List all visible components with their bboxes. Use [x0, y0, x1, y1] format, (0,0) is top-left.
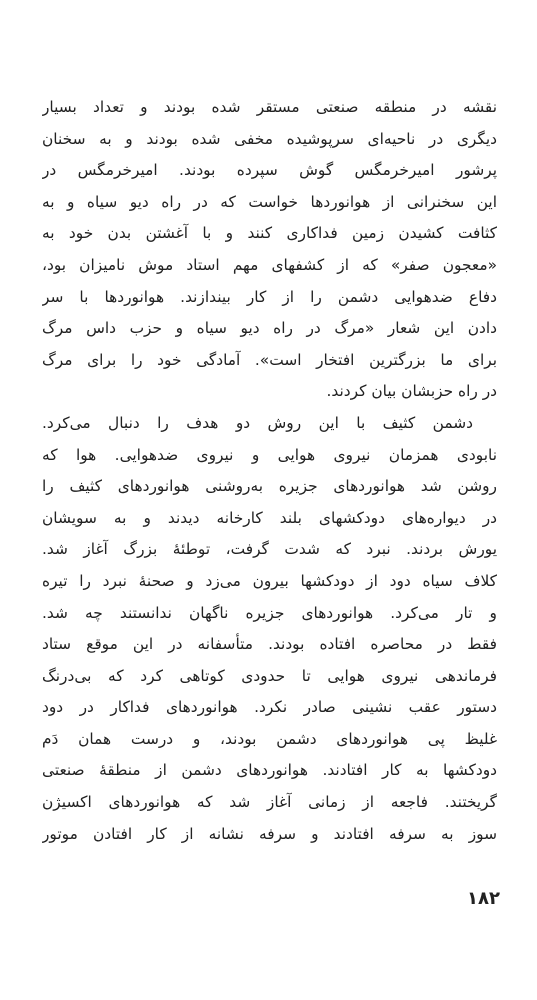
- text-line: سوز به سرفه افتادند و سرفه نشانه از کار افتادن موتور: [42, 824, 497, 843]
- text-line: یورش بردند. نبرد که شدت گرفت، توطئهٔ بزرگ آغاز شد.: [42, 540, 497, 559]
- text-line: فقط در محاصره افتاده بودند. متأسفانه در این موقع ستاد: [42, 635, 497, 654]
- text-line: دیگری در ناحیه‌ای سرپوشیده مخفی شده بودند و به سخنان: [42, 129, 497, 148]
- text-line: پرشور امیرخرمگس گوش سپرده بودند. امیرخرمگس در: [42, 161, 497, 180]
- text-line: نابودی همزمان نیروی هوایی و نیروی ضدهوایی. هوا که: [42, 445, 497, 464]
- text-line: روشن شد هوانوردهای جزیره به‌روشنی هوانوردهای کثیف را: [42, 477, 497, 496]
- text-line: دادن این شعار «مرگ در راه دیو سیاه و حزب داس مرگ: [42, 319, 497, 338]
- text-line: دفاع ضدهوایی دشمن را از کار بیندازند. هوانوردها با سر: [42, 287, 497, 306]
- text-line: دودکشها به کار افتادند. هوانوردهای دشمن از منطقهٔ صنعتی: [42, 761, 497, 780]
- text-line: در راه حزبشان بیان کردند.: [326, 382, 497, 401]
- text-line: دستور عقب نشینی صادر نکرد. هوانوردهای فداکار در دود: [42, 698, 497, 717]
- text-line: در دیواره‌های دودکشهای بلند کارخانه دیدند و به سویشان: [42, 508, 497, 527]
- text-line: کثافت کشیدن زمین فداکاری کنند و با آغشتن بدن خود به: [42, 224, 497, 243]
- body-text: [42, 92, 497, 850]
- text-line: کلاف سیاه دود از دودکشها بیرون می‌زد و صحنهٔ نبرد را تیره: [42, 571, 497, 590]
- text-line: «معجون صفر» که از کشفهای مهم استاد موش نامیزان بود،: [42, 255, 497, 274]
- text-line: فرماندهی نیروی هوایی تا حدودی کوتاهی کرد که بی‌درنگ: [42, 666, 497, 685]
- text-line: گریختند. فاجعه از زمانی آغاز شد که هوانوردهای اکسیژن: [42, 793, 497, 812]
- page-number: ۱۸۲: [467, 888, 500, 909]
- text-line: نقشه در منطقه صنعتی مستقر شده بودند و تعداد بسیار: [42, 98, 497, 116]
- text-line: دشمن کثیف با این روش دو هدف را دنبال می‌کرد.: [42, 413, 473, 432]
- text-line: برای ما بزرگترین افتخار است». آمادگی خود را برای مرگ: [42, 350, 497, 369]
- text-line: این سخنرانی از هوانوردها خواست که در راه دیو سیاه و به: [42, 192, 497, 211]
- text-line: و تار می‌کرد. هوانوردهای جزیره ناگهان ندانستند چه شد.: [42, 603, 497, 622]
- text-line: غلیظ پی هوانوردهای دشمن بودند، و درست همان دَم: [42, 729, 497, 748]
